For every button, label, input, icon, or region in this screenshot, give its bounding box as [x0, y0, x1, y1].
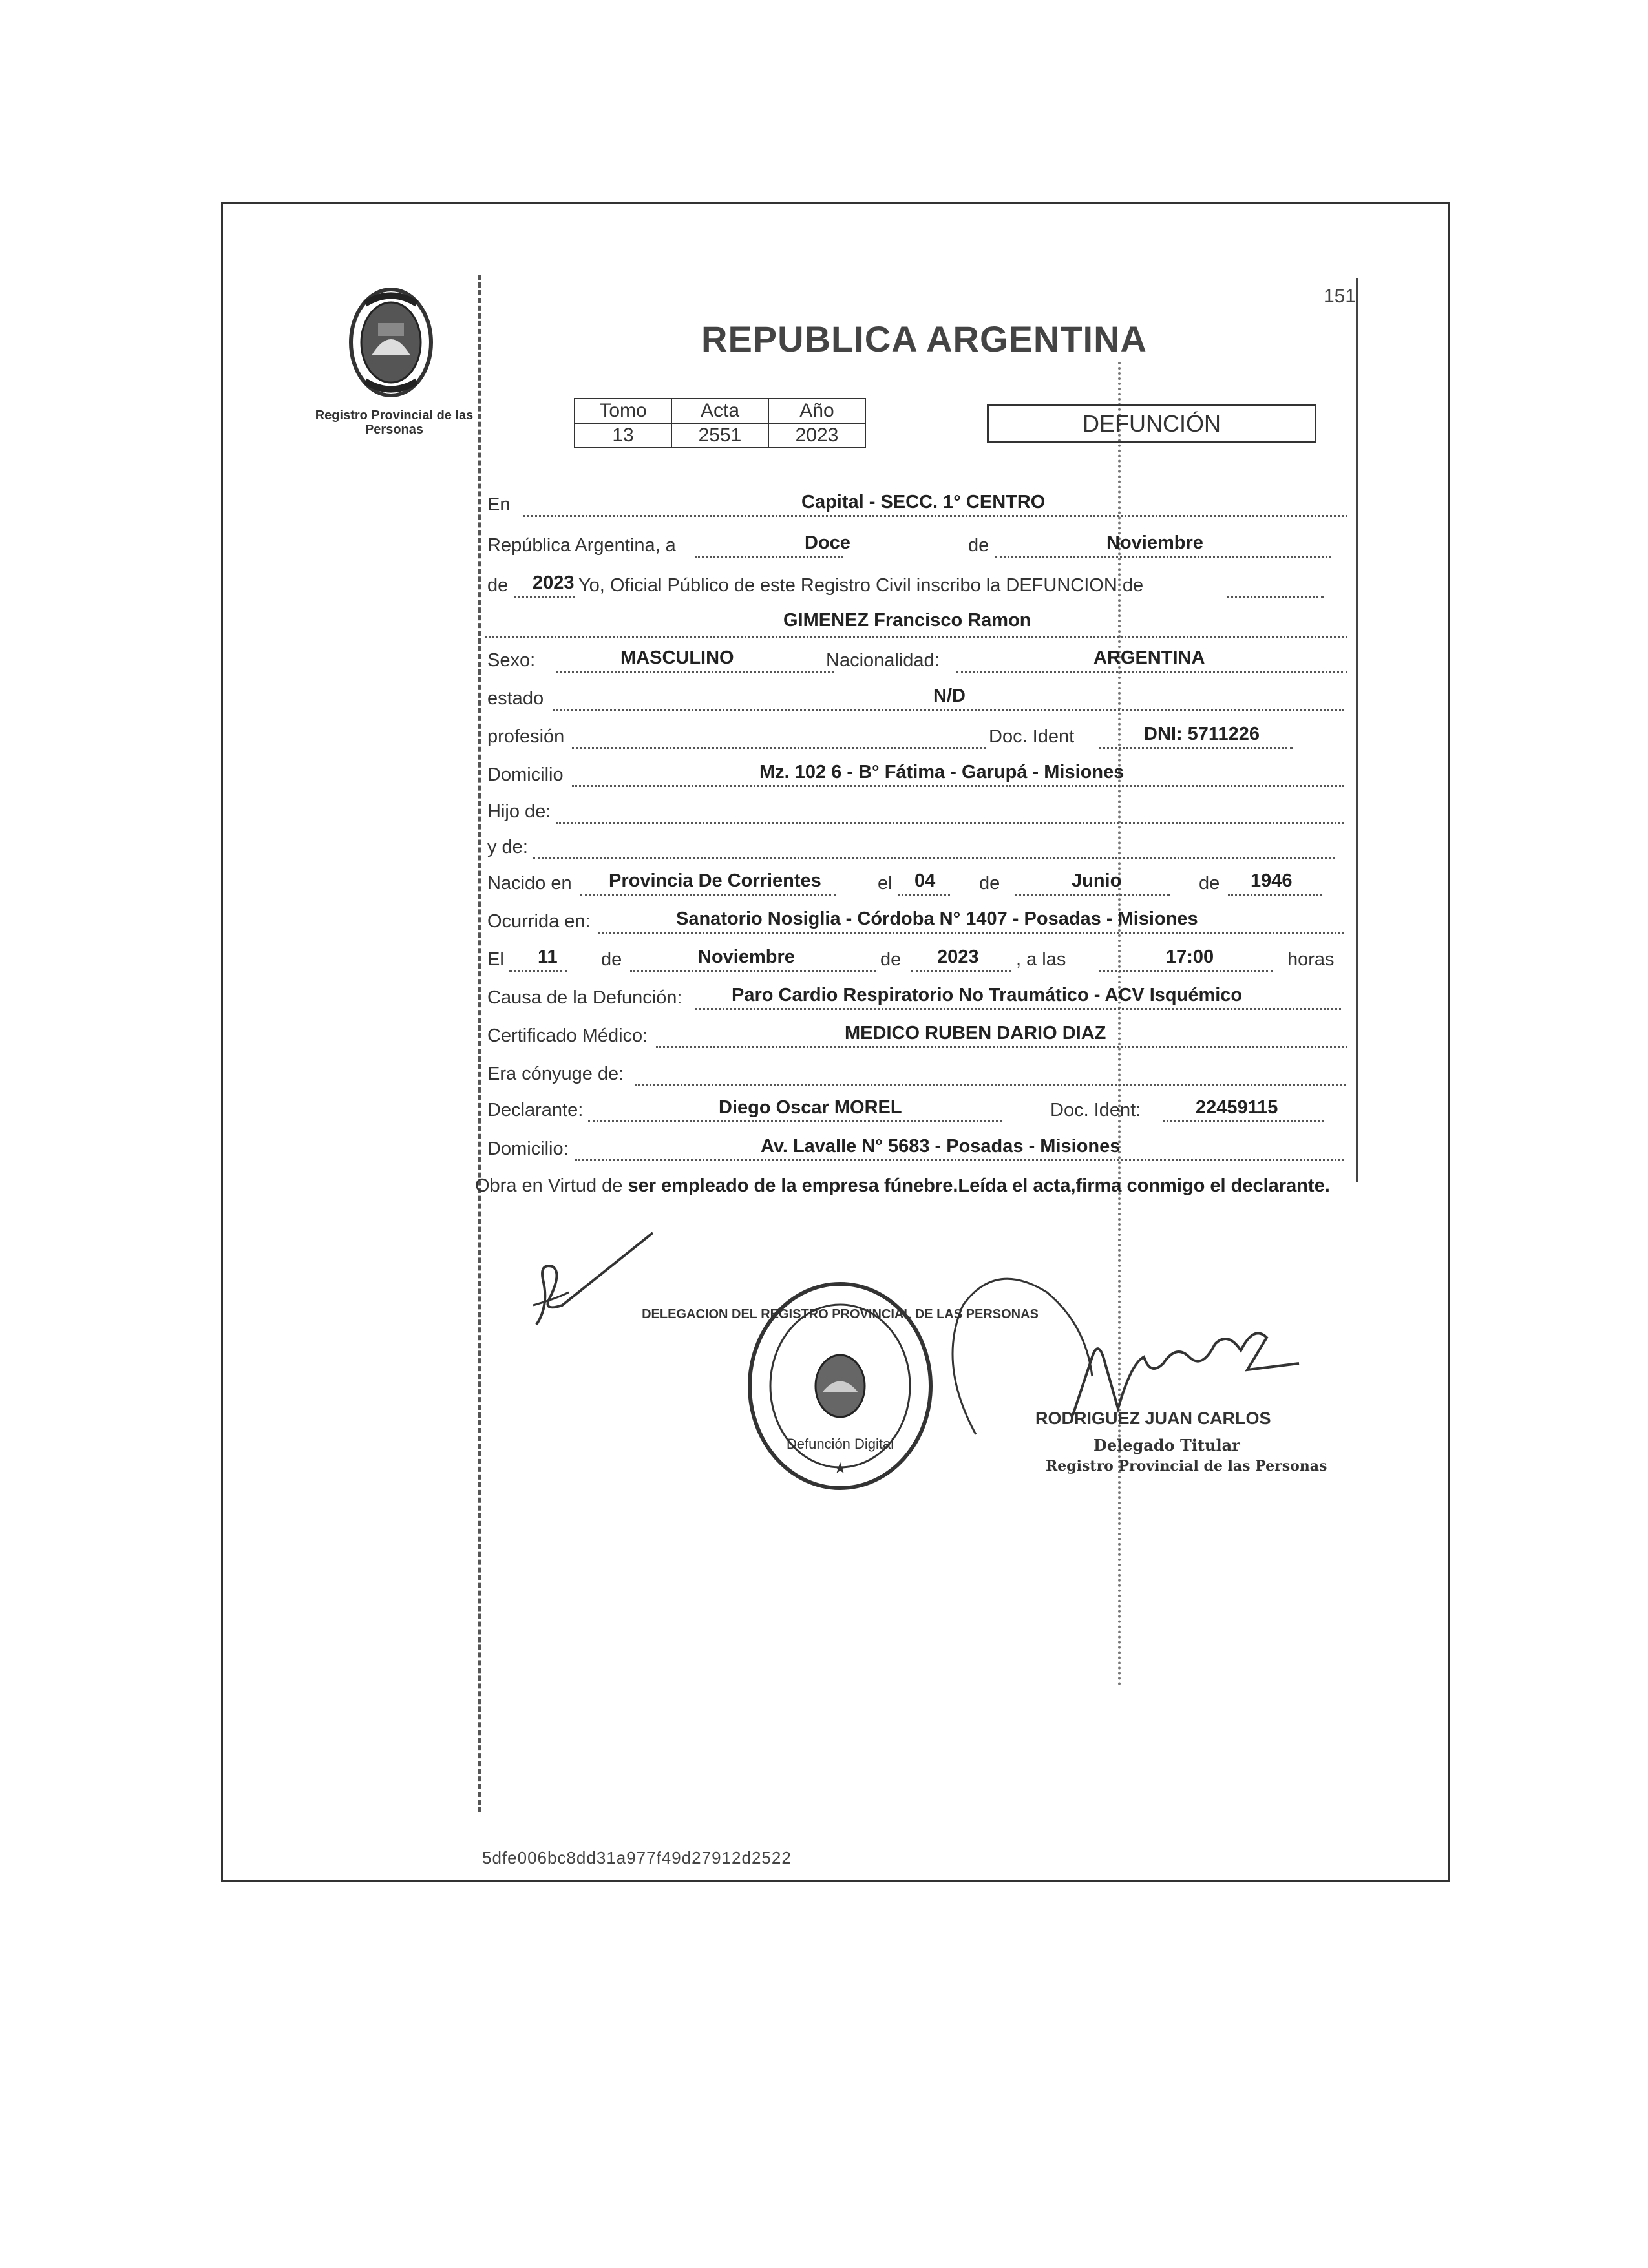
ref-value-tomo: 13	[575, 423, 671, 448]
month-word: Noviembre	[1106, 532, 1203, 553]
year-value: 2023	[533, 572, 575, 593]
official-name: RODRIGUEZ JUAN CARLOS	[1035, 1409, 1271, 1428]
birth-year: 1946	[1251, 870, 1293, 891]
row-y-de	[485, 830, 1347, 863]
dotted-line	[588, 1120, 1002, 1122]
de-label: de	[979, 873, 1000, 894]
death-day: 11	[538, 947, 558, 967]
dotted-line	[1163, 1120, 1324, 1122]
en-value: Capital - SECC. 1° CENTRO	[801, 492, 1046, 512]
birth-day: 04	[914, 870, 936, 891]
dotted-line	[695, 556, 843, 558]
dotted-line	[898, 894, 950, 896]
record-type-box: DEFUNCIÓN	[987, 404, 1316, 443]
decl-doc-value: 22459115	[1196, 1097, 1278, 1118]
domicilio-value: Mz. 102 6 - B° Fátima - Garupá - Misiones	[759, 762, 1125, 782]
ref-header-acta: Acta	[671, 399, 768, 423]
el-label: El	[487, 949, 504, 970]
de-label: de	[1199, 873, 1220, 894]
row-domicilio	[485, 758, 1347, 790]
dotted-line	[656, 1046, 1347, 1048]
dotted-line	[556, 822, 1344, 824]
de-label: de	[968, 535, 989, 556]
death-time: 17:00	[1166, 947, 1214, 967]
en-label: En	[487, 494, 511, 515]
row-date	[485, 529, 1347, 561]
dotted-line	[523, 515, 1347, 517]
estado-value: N/D	[933, 686, 966, 706]
star-icon: ★	[833, 1460, 847, 1477]
doc-value: DNI: 5711226	[1144, 724, 1260, 744]
nacionalidad-value: ARGENTINA	[1093, 647, 1205, 668]
document-title: REPUBLICA ARGENTINA	[701, 319, 1147, 359]
row-ocurrida	[485, 905, 1347, 937]
de-label: de	[880, 949, 902, 970]
row-deceased-name	[485, 606, 1347, 638]
right-border-line	[1356, 278, 1358, 1182]
declarant-signature-icon	[523, 1228, 659, 1331]
dotted-line	[956, 671, 1347, 673]
official-stamp-icon	[642, 1279, 1039, 1493]
doc-label: Doc. Ident	[989, 726, 1075, 747]
dotted-line	[533, 857, 1335, 859]
conyuge-label: Era cónyuge de:	[487, 1064, 624, 1084]
certificado-value: MEDICO RUBEN DARIO DIAZ	[845, 1023, 1106, 1044]
row-fecha-defuncion	[485, 943, 1347, 975]
dotted-line	[556, 671, 834, 673]
registry-label: Registro Provincial de las Personas	[315, 408, 474, 437]
ref-header-tomo: Tomo	[575, 399, 671, 423]
causa-label: Causa de la Defunción:	[487, 987, 682, 1008]
dotted-line	[635, 1084, 1346, 1086]
obra-label: Obra en Virtud de	[475, 1175, 623, 1196]
nacido-label: Nacido en	[487, 873, 572, 894]
dotted-line	[580, 894, 836, 896]
dotted-line	[553, 709, 1344, 711]
de-label: de	[601, 949, 622, 970]
death-year: 2023	[937, 947, 979, 967]
nacionalidad-label: Nacionalidad:	[826, 650, 940, 671]
document-hash: 5dfe006bc8dd31a977f49d27912d2522	[482, 1848, 792, 1867]
de-label: de	[487, 575, 509, 596]
nacido-value: Provincia De Corrientes	[609, 870, 821, 891]
dotted-line	[509, 970, 567, 972]
province-seal-icon	[346, 284, 436, 401]
rep-label: República Argentina, a	[487, 535, 676, 556]
decl-domicilio-value: Av. Lavalle N° 5683 - Posadas - Misiones	[761, 1136, 1121, 1157]
dotted-line	[1227, 596, 1324, 598]
ref-value-ano: 2023	[768, 423, 865, 448]
decl-domicilio-label: Domicilio:	[487, 1139, 569, 1159]
row-nacido	[485, 866, 1347, 899]
dotted-line	[1099, 970, 1273, 972]
birth-month: Junio	[1072, 870, 1122, 891]
dotted-line	[695, 1008, 1341, 1010]
left-border-line	[478, 275, 481, 1812]
row-declarante	[485, 1093, 1347, 1126]
dotted-line	[485, 636, 1347, 638]
dotted-line	[1228, 894, 1322, 896]
dotted-line	[572, 747, 986, 749]
deceased-name: GIMENEZ Francisco Ramon	[783, 610, 1031, 631]
dotted-line	[630, 970, 876, 972]
hijo-label: Hijo de:	[487, 801, 551, 822]
reference-table	[574, 398, 866, 448]
dotted-line	[995, 556, 1331, 558]
death-month: Noviembre	[698, 947, 795, 967]
ref-value-acta: 2551	[671, 423, 768, 448]
el-label: el	[878, 873, 893, 894]
dotted-line	[911, 970, 1011, 972]
dotted-line	[1099, 747, 1293, 749]
row-certificado	[485, 1019, 1347, 1051]
dotted-line	[598, 932, 1344, 934]
dotted-line	[575, 1159, 1344, 1161]
sexo-label: Sexo:	[487, 650, 536, 671]
horas-label: horas	[1287, 949, 1335, 970]
certificado-label: Certificado Médico:	[487, 1025, 648, 1046]
dotted-line	[1015, 894, 1170, 896]
alas-label: , a las	[1016, 949, 1066, 970]
row-hijo-de	[485, 795, 1347, 827]
row-sexo	[485, 644, 1347, 676]
row-inscription	[485, 569, 1347, 601]
row-profesion	[485, 720, 1347, 752]
stamp-ring-text: DELEGACION DEL REGISTRO PROVINCIAL DE LAS PERSONAS	[642, 1307, 1039, 1321]
stamp-inner-text: Defunción Digital	[786, 1436, 894, 1452]
row-en	[485, 488, 1347, 520]
decl-doc-label: Doc. Ident:	[1050, 1100, 1141, 1120]
sexo-value: MASCULINO	[620, 647, 734, 668]
row-conyuge	[485, 1057, 1347, 1089]
causa-value: Paro Cardio Respiratorio No Traumático - ACV Isquémico	[732, 985, 1243, 1005]
profesion-label: profesión	[487, 726, 565, 747]
official-registry: Registro Provincial de las Personas	[1046, 1458, 1327, 1475]
row-decl-domicilio	[485, 1132, 1347, 1164]
estado-label: estado	[487, 688, 544, 709]
obra-paragraph	[475, 1173, 1347, 1199]
dotted-line	[572, 785, 1344, 787]
obra-value: ser empleado de la empresa fúnebre.Leída el acta,firma conmigo el declarante.	[628, 1175, 1330, 1196]
row-estado	[485, 682, 1347, 714]
declarante-label: Declarante:	[487, 1100, 584, 1120]
ocurrida-value: Sanatorio Nosiglia - Córdoba N° 1407 - Posadas - Misiones	[676, 908, 1198, 929]
yde-label: y de:	[487, 837, 528, 857]
domicilio-label: Domicilio	[487, 764, 564, 785]
row-causa	[485, 981, 1347, 1013]
dotted-line	[514, 596, 575, 598]
ocurrida-label: Ocurrida en:	[487, 911, 591, 932]
page-number: 151	[1324, 286, 1357, 307]
official-title: Delegado Titular	[1093, 1436, 1240, 1454]
declarante-value: Diego Oscar MOREL	[719, 1097, 902, 1118]
inscription-text: Yo, Oficial Público de este Registro Civil inscribo la DEFUNCION de	[578, 575, 1144, 596]
day-word: Doce	[805, 532, 850, 553]
ref-header-ano: Año	[768, 399, 865, 423]
